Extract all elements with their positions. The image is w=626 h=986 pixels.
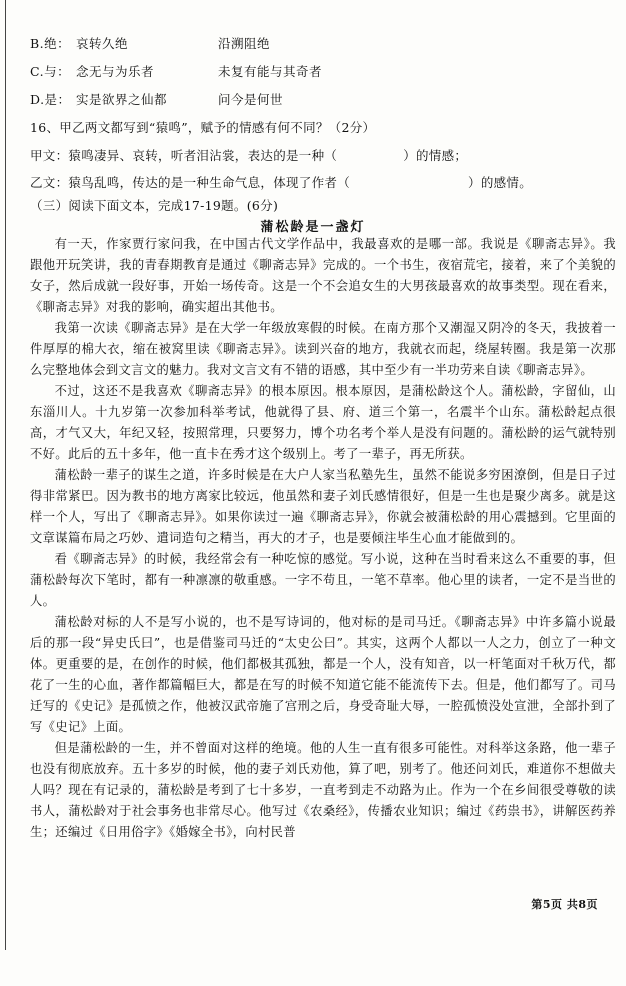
option-phrase-a: 实是欲界之仙都: [76, 92, 168, 107]
question-16: 16、甲乙两文都写到“猿鸣”，赋予的情感有何不同？（2分）: [30, 120, 376, 135]
option-phrase-b: 沿溯阻绝: [218, 36, 271, 51]
article-paragraph: 不过，这还不是我喜欢《聊斋志异》的根本原因。根本原因，是蒲松龄这个人。蒲松龄，字留仙，山东淄川人。十九岁第一次参加科举考试，他就得了县、府、道三个第一，名震半个山东。蒲松龄起点很高，才气又大，年纪又轻，按照常理，只要努力，博个功名考个举人是没有问题的。蒲松龄的运气就特别不好。此后的五十多年，他一直卡在秀才这个级别上。考了一辈子，再无所获。: [30, 384, 616, 461]
answer-yi-suffix: ）的感情。: [468, 175, 533, 190]
option-phrase-a: 念无与为乐者: [76, 64, 155, 79]
answer-jia-prefix: 甲文：猿鸣凄异、哀转，听者泪沾裳，表达的是一种（: [30, 148, 338, 163]
section-3-instruction: （三）阅读下面文本，完成17-19题。(6分): [30, 198, 279, 213]
page-number: 第5页 共8页: [531, 898, 598, 911]
left-margin-line: [5, 0, 6, 950]
article-paragraph: 有一天，作家贾行家问我，在中国古代文学作品中，我最喜欢的是哪一部。我说是《聊斋志异》。我跟他开玩笑讲，我的青春期教育是通过《聊斋志异》完成的。一个书生，夜宿荒宅，接着，来了个美貌的女子，然后成就一段好事，开始一场传奇。这是一个不会追女生的大男孩最喜欢的故事类型。现在看来，《聊斋志异》对我的影响，确实超出其他书。: [30, 237, 616, 314]
option-phrase-b: 未复有能与其奇者: [218, 64, 323, 79]
option-key: D.是：: [30, 92, 71, 107]
option-key: C.与：: [30, 64, 71, 79]
option-key: B.绝：: [30, 36, 71, 51]
article-paragraph: 看《聊斋志异》的时候，我经常会有一种吃惊的感觉。写小说，这种在当时看来这么不重要的事，但蒲松龄每次下笔时，都有一种凛凛的敬重感。一字不苟且，一笔不草率。他心里的读者，一定不是当世的人。: [30, 552, 616, 608]
article-paragraph: 但是蒲松龄的一生，并不曾面对这样的绝境。他的人生一直有很多可能性。对科举这条路，他一辈子也没有彻底放弃。五十多岁的时候，他的妻子刘氏劝他，算了吧，别考了。他还问刘氏，难道你不想做夫人吗？现在有记录的，蒲松龄是考到了七十多岁，一直考到走不动路为止。作为一个在乡间很受尊敬的读书人，蒲松龄对于社会事务也非常尽心。他写过《农桑经》，传播农业知识；编过《药祟书》，讲解医药养生；还编过《日用俗字》《婚嫁全书》，向村民普: [30, 741, 616, 839]
answer-line-jia: [30, 146, 467, 164]
article-paragraph: 我第一次读《聊斋志异》是在大学一年级放寒假的时候。在南方那个又潮湿又阴冷的冬天，我披着一件厚厚的棉大衣，缩在被窝里读《聊斋志异》。读到兴奋的地方，我就衣而起，绕屋转圈。我是第一次那么完整地体会到文言文的魅力。我对文言文有不错的语感，其中至少有一半功劳来自读《聊斋志异》。: [30, 321, 616, 377]
answer-line-yi: [30, 173, 532, 191]
option-c: [30, 62, 322, 80]
article-paragraph: 蒲松龄一辈子的谋生之道，许多时候是在大户人家当私塾先生，虽然不能说多穷困潦倒，但是日子过得非常紧巴。因为教书的地方离家比较远，他虽然和妻子刘氏感情很好，但是一生也是聚少离多。就是这样一个人，写出了《聊斋志异》。如果你读过一遍《聊斋志异》，你就会被蒲松龄的用心震撼到。它里面的文章谋篇布局之巧妙、遣词造句之精当，再大的才子，也是要倾注毕生心血才能做到的。: [30, 468, 616, 545]
article-paragraph: 蒲松龄对标的人不是写小说的，也不是写诗词的，他对标的是司马迁。《聊斋志异》中许多篇小说最后的那一段“异史氏曰”，也是借鉴司马迁的“太史公曰”。其实，这两个人都以一人之力，创立了一种文体。更重要的是，在创作的时候，他们都极其孤独，都是一个人，没有知音，以一杆笔面对千秋万代，都花了一生的心血，著作都篇幅巨大，都是在写的时候不知道它能不能流传下去。但是，他们都写了。司马迁写的《史记》是孤愤之作，他被汉武帝施了宫刑之后，身受奇耻大辱，一腔孤愤没处宣泄，全部扑到了写《史记》上面。: [30, 615, 616, 734]
option-phrase-b: 问今是何世: [218, 92, 284, 107]
answer-jia-suffix: ）的情感；: [403, 148, 468, 163]
option-d: [30, 90, 283, 108]
option-phrase-a: 哀转久绝: [76, 36, 129, 51]
option-b: [30, 34, 270, 52]
article-title: 蒲松龄是一盏灯: [260, 220, 366, 235]
answer-yi-prefix: 乙文：猿鸟乱鸣，传达的是一种生命气息，体现了作者（: [30, 175, 351, 190]
article-body: [30, 234, 616, 843]
